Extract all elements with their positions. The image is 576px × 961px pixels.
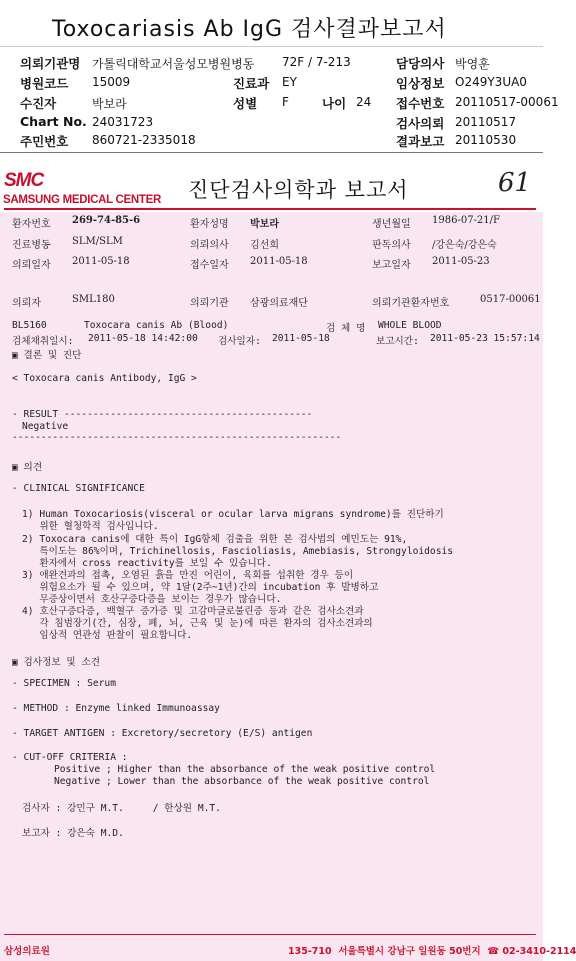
label-report-time: 보고시간: — [376, 336, 419, 347]
list-item: 무증상이면서 호산구증다증을 보이는 경우가 많습니다. — [22, 594, 282, 605]
label-report-date: 보고일자 — [372, 260, 411, 271]
list-item: 각 침범장기(간, 심장, 폐, 뇌, 근육 및 눈)에 따른 환자의 검사소견과의 — [22, 618, 373, 629]
list-item: 2) Toxocara canis에 대한 특이 IgG항체 검출을 위한 본 검사법의 예민도는 91%, — [22, 534, 408, 545]
document-title: 진단검사의학과 보고서 — [188, 178, 409, 202]
label-clinical-info: 임상정보 — [396, 76, 445, 91]
label-result-report: 결과보고 — [396, 134, 445, 149]
value-report-time: 2011-05-23 15:57:14 — [430, 333, 540, 344]
label-patient-no: 환자번호 — [12, 219, 51, 230]
footer-address: 135-710 서울특별시 강남구 일원동 50번지 ☎ 02-3410-2114 — [288, 946, 576, 957]
reporter-line: 보고자 : 강은숙 M.D. — [22, 828, 124, 839]
label-patient: 수진자 — [20, 96, 57, 111]
label-institution: 의뢰기관 — [190, 298, 229, 309]
smc-logo: SMC — [4, 170, 44, 191]
value-institution: 삼광의료재단 — [250, 298, 308, 309]
value-sex: F — [282, 95, 289, 109]
value-ward: 72F / 7-213 — [282, 55, 351, 69]
value-patient-no: 269-74-85-6 — [72, 215, 141, 226]
value-doctor: 박영훈 — [455, 57, 490, 71]
label-request-date: 의뢰일자 — [12, 260, 51, 271]
value-age: 24 — [356, 95, 372, 109]
value-hospital-code: 15009 — [92, 75, 131, 89]
value-result-report: 20110530 — [455, 133, 517, 147]
result-value: Negative — [22, 421, 69, 432]
list-item: 특이도는 86%이며, Trichinellosis, Fascioliasis, Amebiasis, Strongyloidosis — [22, 546, 454, 557]
list-item: 1) Human Toxocariosis(visceral or ocular larva migrans syndrome)를 진단하기 — [22, 509, 444, 520]
label-hospital-code: 병원코드 — [20, 76, 69, 91]
label-institution: 의뢰기관명 — [20, 56, 81, 71]
red-rule — [4, 208, 536, 210]
label-sex: 성별 — [233, 96, 258, 111]
value-clinical-info: O249Y3UA0 — [455, 75, 527, 89]
value-collect-time: 2011-05-18 14:42:00 — [88, 333, 198, 344]
value-institution-patient-no: 0517-00061 — [480, 294, 541, 305]
list-item: 위험요소가 될 수 있으며, 약 1달(2주~1년)간의 incubation 후 발병하고 — [22, 582, 379, 593]
value-resident-no: 860721-2335018 — [92, 133, 196, 147]
value-dob: 1986-07-21/F — [432, 215, 500, 226]
section-test-info: ▣ 검사정보 및 소견 — [12, 657, 100, 668]
value-patient: 박보라 — [92, 97, 127, 111]
specimen-line: - SPECIMEN : Serum — [12, 678, 116, 689]
label-test-request: 검사의뢰 — [396, 116, 445, 131]
value-reading-doctor: /강은숙/강은숙 — [432, 240, 497, 251]
method-line: - METHOD : Enzyme linked Immunoassay — [12, 703, 220, 714]
hospital-name: SAMSUNG MEDICAL CENTER — [3, 194, 162, 206]
tester-line: 검사자 : 강민구 M.T. / 한상원 M.T. — [22, 803, 221, 814]
label-requester: 의뢰자 — [12, 298, 41, 309]
antibody-heading: < Toxocara canis Antibody, IgG > — [12, 373, 197, 384]
label-request-doctor: 의뢰의사 — [190, 240, 229, 251]
cutoff-heading: - CUT-OFF CRITERIA : — [12, 752, 128, 763]
label-specimen: 검 체 명 — [326, 323, 366, 334]
result-divider: --------------------------------------------------------- — [12, 432, 342, 443]
list-item: 4) 호산구증다증, 백혈구 증가증 및 고감마글로불린증 등과 같은 검사소견과 — [22, 606, 364, 617]
label-department: 진료과 — [233, 76, 270, 91]
value-test-request: 20110517 — [455, 115, 517, 129]
label-institution-patient-no: 의뢰기관환자번호 — [372, 298, 450, 309]
list-item: 3) 애완견과의 접촉, 오염된 흙을 만진 어린이, 육회를 섭취한 경우 등이 — [22, 570, 354, 581]
label-resident-no: 주민번호 — [20, 134, 69, 149]
section-conclusion: ▣ 결론 및 진단 — [12, 350, 82, 361]
label-patient-name: 환자성명 — [190, 219, 229, 230]
divider — [0, 152, 543, 153]
value-ward: SLM/SLM — [72, 236, 123, 247]
label-age: 나이 — [322, 96, 347, 111]
value-request-date: 2011-05-18 — [72, 256, 130, 267]
cutoff-positive: Positive ; Higher than the absorbance of the weak positive control — [54, 764, 436, 775]
label-chart-no: Chart No. — [20, 114, 87, 129]
value-requester: SML180 — [72, 294, 115, 305]
value-patient-name: 박보라 — [250, 219, 279, 230]
label-exam-date: 검사일자: — [218, 336, 261, 347]
label-dob: 생년월일 — [372, 219, 411, 230]
list-item: 환자에서 cross reactivity를 보일 수 있습니다. — [22, 558, 272, 569]
test-name: Toxocara canis Ab (Blood) — [84, 320, 229, 331]
test-code: BL5160 — [12, 320, 47, 331]
value-receive-date: 2011-05-18 — [250, 256, 308, 267]
clinical-significance-heading: - CLINICAL SIGNIFICANCE — [12, 483, 145, 494]
label-ward: 진료병동 — [12, 240, 51, 251]
section-opinion: ▣ 의견 — [12, 462, 43, 473]
result-heading: - RESULT ------------------------------------------- — [12, 409, 313, 420]
value-department: EY — [282, 75, 297, 89]
label-reading-doctor: 판독의사 — [372, 240, 411, 251]
divider — [0, 46, 543, 47]
report-title: Toxocariasis Ab IgG 검사결과보고서 — [52, 17, 447, 42]
cutoff-negative: Negative ; Lower than the absorbance of the weak positive control — [54, 776, 430, 787]
value-report-date: 2011-05-23 — [432, 256, 490, 267]
label-receive-date: 접수일자 — [190, 260, 229, 271]
value-request-doctor: 김선희 — [250, 240, 279, 251]
value-specimen: WHOLE BLOOD — [378, 320, 442, 331]
label-receipt-no: 접수번호 — [396, 96, 445, 111]
antigen-line: - TARGET ANTIGEN : Excretory/secretory (E/S) antigen — [12, 728, 313, 739]
list-item: 위한 혈청학적 검사입니다. — [22, 521, 159, 532]
value-exam-date: 2011-05-18 — [272, 333, 330, 344]
footer-hospital: 삼성의료원 — [4, 946, 50, 957]
footer-rule — [4, 934, 536, 935]
label-doctor: 담당의사 — [396, 56, 445, 71]
label-collect-time: 검체채취일시: — [12, 336, 74, 347]
value-institution: 가톨릭대학교서울성모병원병동 — [92, 57, 255, 71]
list-item: 임상적 연관성 판찰이 필요합니다. — [22, 630, 193, 641]
handwritten-number: 61 — [498, 168, 532, 198]
value-chart-no: 24031723 — [92, 115, 154, 129]
value-receipt-no: 20110517-00061 — [455, 95, 559, 109]
